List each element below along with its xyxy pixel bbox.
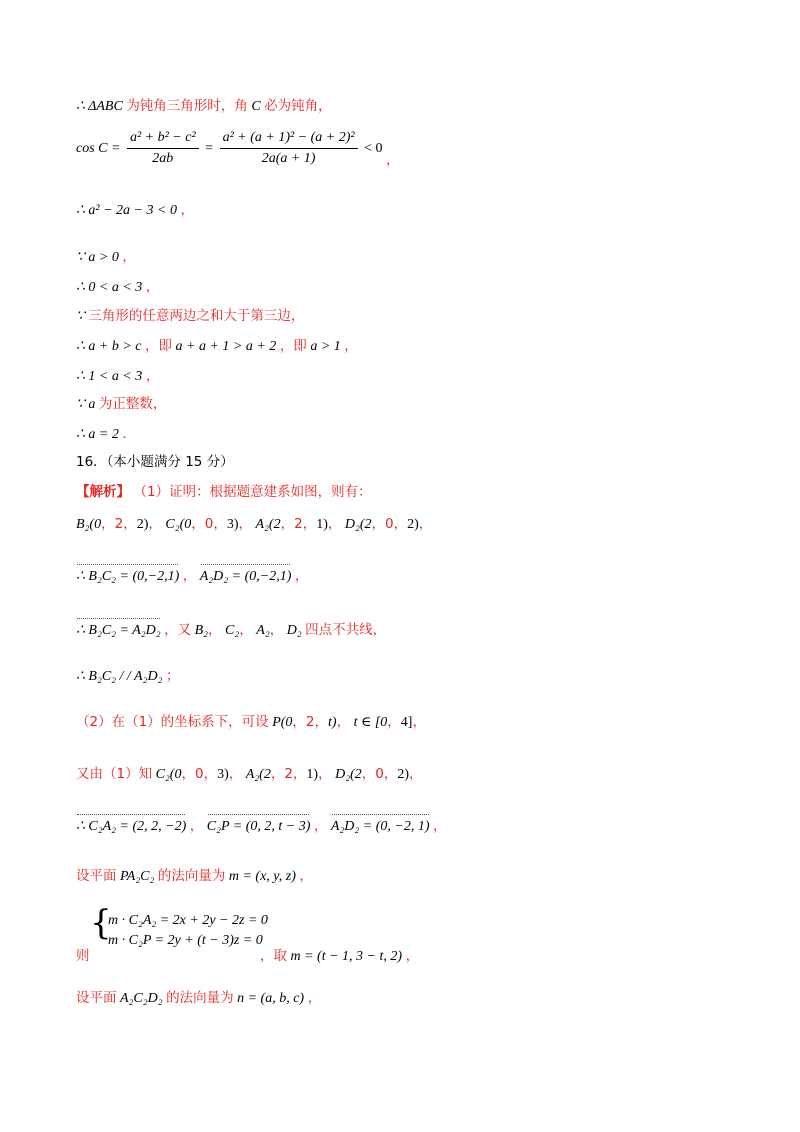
line-inequality-chain	[76, 336, 358, 357]
line-coordinates: B₂(0，2，2)， C₂(0，0，3)， A₂(2，2，1)， D₂(2，0，2)，	[76, 516, 433, 532]
line-vectors-equal: ∴ B₂C₂ = A₂D₂ ，又 B₂， C₂， A₂， D₂ 四点不共线，	[76, 620, 386, 641]
line-cosine: cos C = $\frac{\text{a² + b² − c²}}{2ab}$ = $\frac{\text{a² + (a + 1)² − (a + 2)²}}{2a(a + 1)}$ < 0 ，	[76, 130, 400, 168]
vector-a2d2: A₂D₂ = (0, −2, 1)	[331, 817, 430, 837]
point-d2: D₂(2	[344, 517, 372, 532]
line-obtuse-triangle	[76, 96, 332, 117]
brace-icon: {	[90, 903, 112, 943]
fraction-1-denominator: 2ab	[152, 151, 174, 167]
fraction-2-denominator: 2a(a + 1)	[261, 151, 316, 167]
math-m-value: m = (t − 1, 3 − t, 2)	[290, 949, 403, 964]
line-parallel: ∴ B₂C₂ / / A₂D₂ ；	[76, 668, 180, 684]
point-p: P(0	[272, 715, 293, 730]
point-c2: C₂(0	[165, 517, 192, 532]
line-take-m: ，取 m = (t − 1, 3 − t, 2) ，	[260, 948, 420, 964]
math-a: ∵ a	[76, 397, 96, 412]
math-t-range: t ∈ [0	[353, 715, 388, 730]
analysis-label: 【解析】	[76, 484, 130, 500]
line-quadratic	[76, 200, 194, 221]
fraction-1-numerator: a² + b² − c²	[127, 129, 199, 149]
line-analysis	[76, 482, 372, 503]
comma: ，	[122, 249, 136, 265]
vector-n: n = (a, b, c)	[237, 991, 305, 1006]
comma: ，	[180, 202, 194, 218]
text-ie: ，即	[279, 338, 307, 354]
label-ze: 则	[76, 948, 90, 964]
text-obtuse: 为钝角三角形时，角	[126, 98, 248, 114]
vector-c2a2: ∴ C₂A₂ = (2, 2, −2)	[76, 817, 186, 837]
math-range: ∴ 1 < a < 3	[76, 369, 143, 384]
text-ie: ，即	[145, 338, 173, 354]
math-parallel: ∴ B₂C₂ / / A₂D₂	[76, 669, 163, 684]
line-triangle-inequality	[76, 306, 304, 327]
fraction-2	[220, 129, 358, 168]
comma: ，	[386, 152, 400, 168]
plane-a2c2d2: A₂C₂D₂	[120, 991, 163, 1006]
comma: ，	[344, 338, 358, 354]
text-positive-integer: 为正整数，	[98, 396, 167, 412]
text-proof-intro: （1）证明：根据题意建系如图，则有：	[133, 484, 372, 500]
math-less-zero: < 0	[364, 141, 383, 156]
line-known-points: 又由（1）知 C₂(0，0，3)， A₂(2，2，1)， D₂(2，0，2)，	[76, 766, 423, 782]
fraction-2-numerator: a² + (a + 1)² − (a + 2)²	[220, 129, 358, 149]
equation-1: m · C₂A₂ = 2x + 2y − 2z = 0	[108, 913, 268, 928]
text-triangle-inequality: 三角形的任意两边之和大于第三边，	[88, 308, 305, 324]
vector-c2p: C₂P = (0, 2, t − 3)	[207, 817, 311, 837]
vector-equality: ∴ B₂C₂ = A₂D₂	[76, 621, 161, 641]
vector-m: m = (x, y, z)	[228, 869, 296, 884]
line-vector-components: ∴ C₂A₂ = (2, 2, −2) ， C₂P = (0, 2, t − 3) ， A₂D₂ = (0, −2, 1) ，	[76, 816, 447, 837]
math-abc: ∴ a + b > c	[76, 339, 142, 354]
math-a-equals-2: ∴ a = 2	[76, 427, 119, 442]
text-part-2: （2）在（1）的坐标系下，可设	[76, 714, 269, 730]
line-a-equals-2	[76, 424, 136, 445]
line-normal-m: 设平面 PA₂C₂ 的法向量为 m = (x, y, z) ，	[76, 868, 313, 884]
line-range-0-3	[76, 277, 159, 298]
math-cos-c: cos C =	[76, 141, 121, 156]
math-because: ∵	[76, 309, 85, 324]
text-obtuse-angle: 必为钝角，	[264, 98, 332, 114]
text-not-collinear: 四点不共线，	[305, 622, 387, 638]
vector-a2d2: A₂D₂ = (0,−2,1)	[200, 567, 292, 587]
math-quadratic: ∴ a² − 2a − 3 < 0	[76, 203, 177, 218]
point-b2: B₂(0	[76, 517, 102, 532]
math-delta-abc: ∴ ΔABC	[76, 99, 123, 114]
point-a2: A₂(2	[255, 517, 281, 532]
line-positive-integer	[76, 394, 166, 415]
line-part-2: （2）在（1）的坐标系下，可设 P(0，2，t)， t ∈ [0，4]，	[76, 714, 426, 730]
math-range: ∴ 0 < a < 3	[76, 280, 143, 295]
comma: ，	[145, 368, 160, 384]
math-a-gt-1: a > 1	[310, 339, 341, 354]
question-16-heading: 16．（本小题满分 15 分）	[76, 454, 234, 470]
line-vectors: ∴ B₂C₂ = (0,−2,1) ， A₂D₂ = (0,−2,1) ，	[76, 566, 308, 587]
period: ．	[122, 426, 136, 442]
equation-2: m · C₂P = 2y + (t − 3)z = 0	[108, 933, 263, 948]
vector-b2c2: ∴ B₂C₂ = (0,−2,1)	[76, 567, 179, 587]
text-from-1: 又由（1）知	[76, 766, 153, 782]
math-sum: a + a + 1 > a + 2	[175, 339, 277, 354]
plane-pa2c2: PA₂C₂	[120, 869, 155, 884]
comma: ，	[145, 279, 160, 295]
line-normal-n: 设平面 A₂C₂D₂ 的法向量为 n = (a, b, c) ，	[76, 990, 322, 1006]
line-a-positive	[76, 247, 136, 268]
line-range-1-3	[76, 366, 159, 387]
fraction-1	[127, 129, 199, 168]
math-c: C	[251, 99, 261, 114]
math-a-positive: ∵ a > 0	[76, 250, 119, 265]
